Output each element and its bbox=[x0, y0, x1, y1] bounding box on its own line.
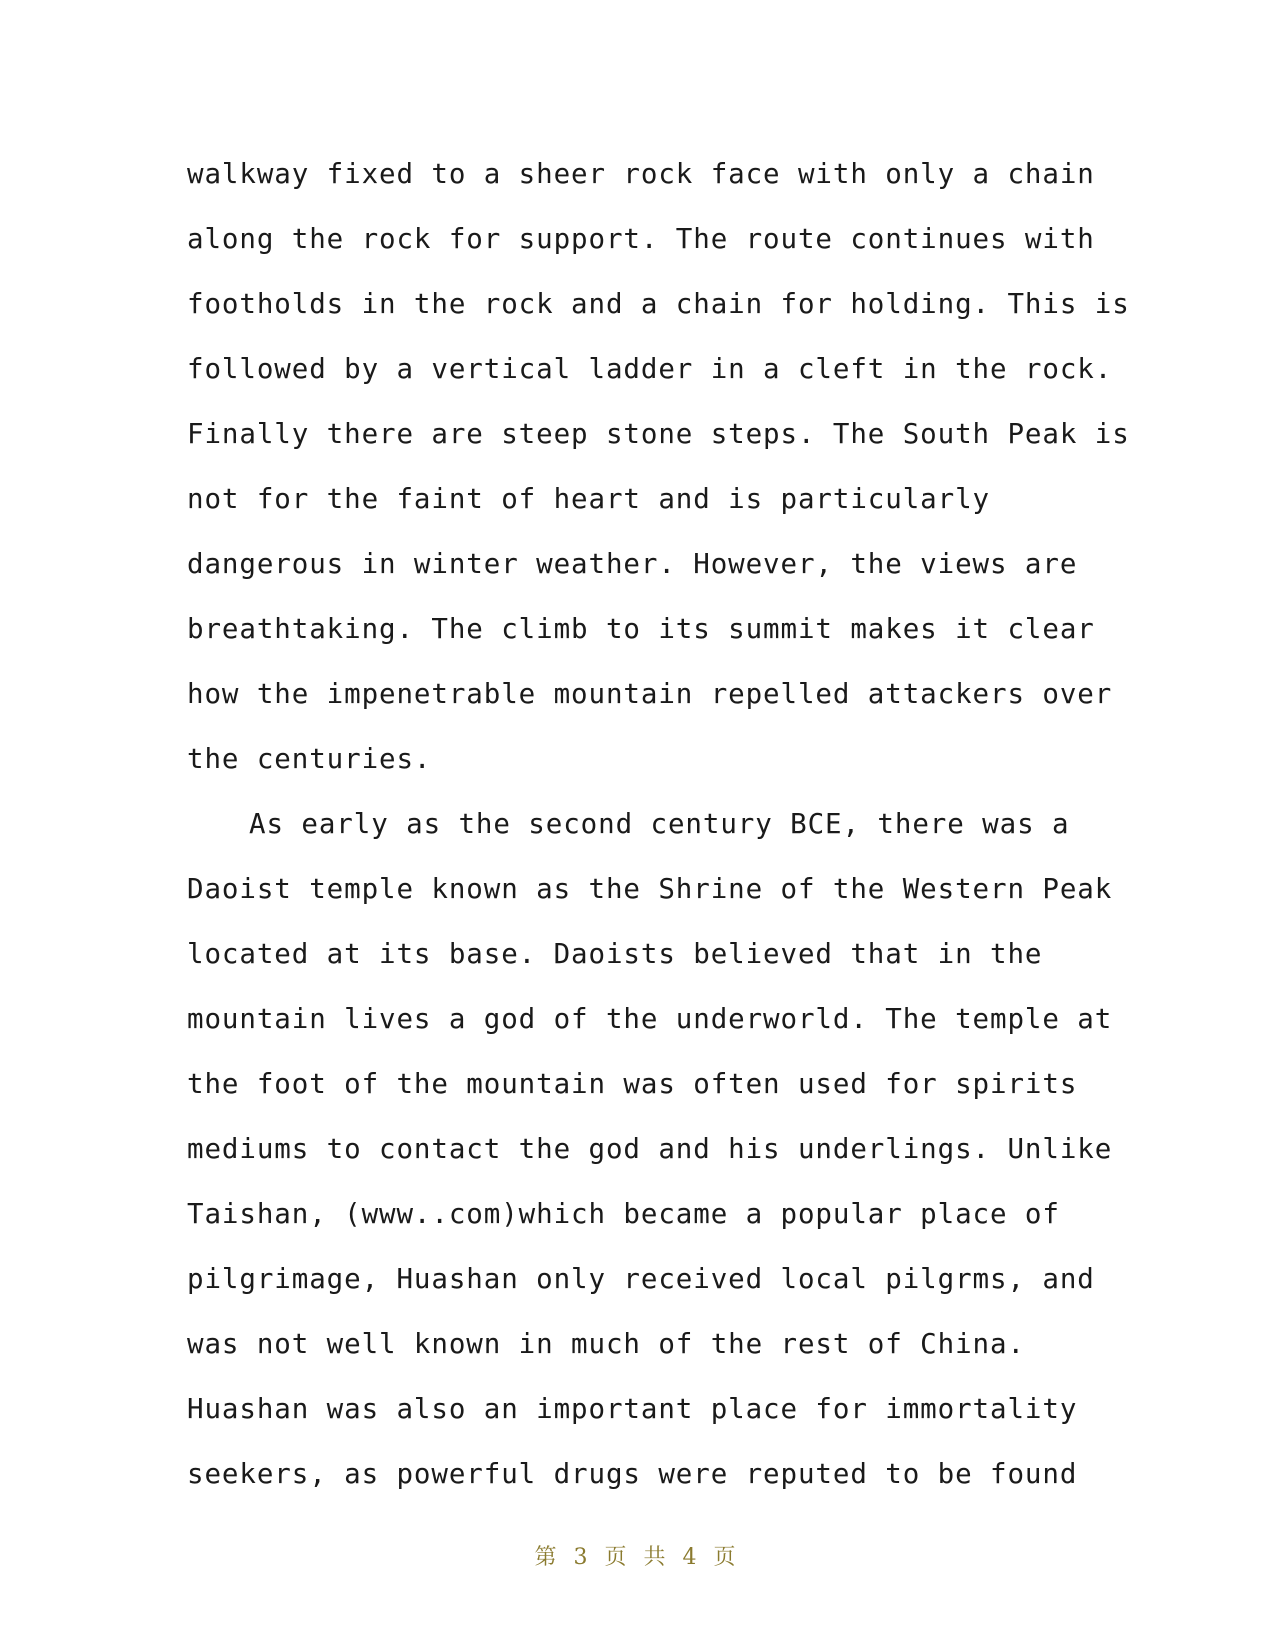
document-body bbox=[187, 142, 1130, 1507]
text-line: mediums to contact the god and his underlings. Unlike bbox=[187, 1133, 1113, 1165]
text-line: seekers, as powerful drugs were reputed to be found bbox=[187, 1458, 1078, 1490]
text-line: mountain lives a god of the underworld. The temple at bbox=[187, 1003, 1113, 1035]
text-line: along the rock for support. The route continues with bbox=[187, 223, 1095, 255]
text-line: followed by a vertical ladder in a cleft in the rock. bbox=[187, 353, 1113, 385]
page-number-footer: 第 3 页 共 4 页 bbox=[534, 1545, 741, 1570]
text-line: Daoist temple known as the Shrine of the Western Peak bbox=[187, 873, 1113, 905]
text-line: pilgrimage, Huashan only received local pilgrms, and bbox=[187, 1263, 1095, 1295]
text-line: the centuries. bbox=[187, 743, 432, 775]
text-line: walkway fixed to a sheer rock face with only a chain bbox=[187, 158, 1095, 190]
text-line: was not well known in much of the rest of China. bbox=[187, 1328, 1025, 1360]
text-line: Taishan, (www..com)which became a popular place of bbox=[187, 1198, 1060, 1230]
text-line: Finally there are steep stone steps. The South Peak is bbox=[187, 418, 1130, 450]
paragraph-first-line: As early as the second century BCE, there was a bbox=[249, 808, 1070, 840]
text-line: not for the faint of heart and is particularly bbox=[187, 483, 990, 515]
text-line: located at its base. Daoists believed that in the bbox=[187, 938, 1043, 970]
text-line: dangerous in winter weather. However, the views are bbox=[187, 548, 1078, 580]
text-line: breathtaking. The climb to its summit makes it clear bbox=[187, 613, 1095, 645]
text-line: footholds in the rock and a chain for holding. This is bbox=[187, 288, 1130, 320]
text-line: how the impenetrable mountain repelled attackers over bbox=[187, 678, 1113, 710]
text-line: Huashan was also an important place for immortality bbox=[187, 1393, 1078, 1425]
text-line: the foot of the mountain was often used for spirits bbox=[187, 1068, 1078, 1100]
